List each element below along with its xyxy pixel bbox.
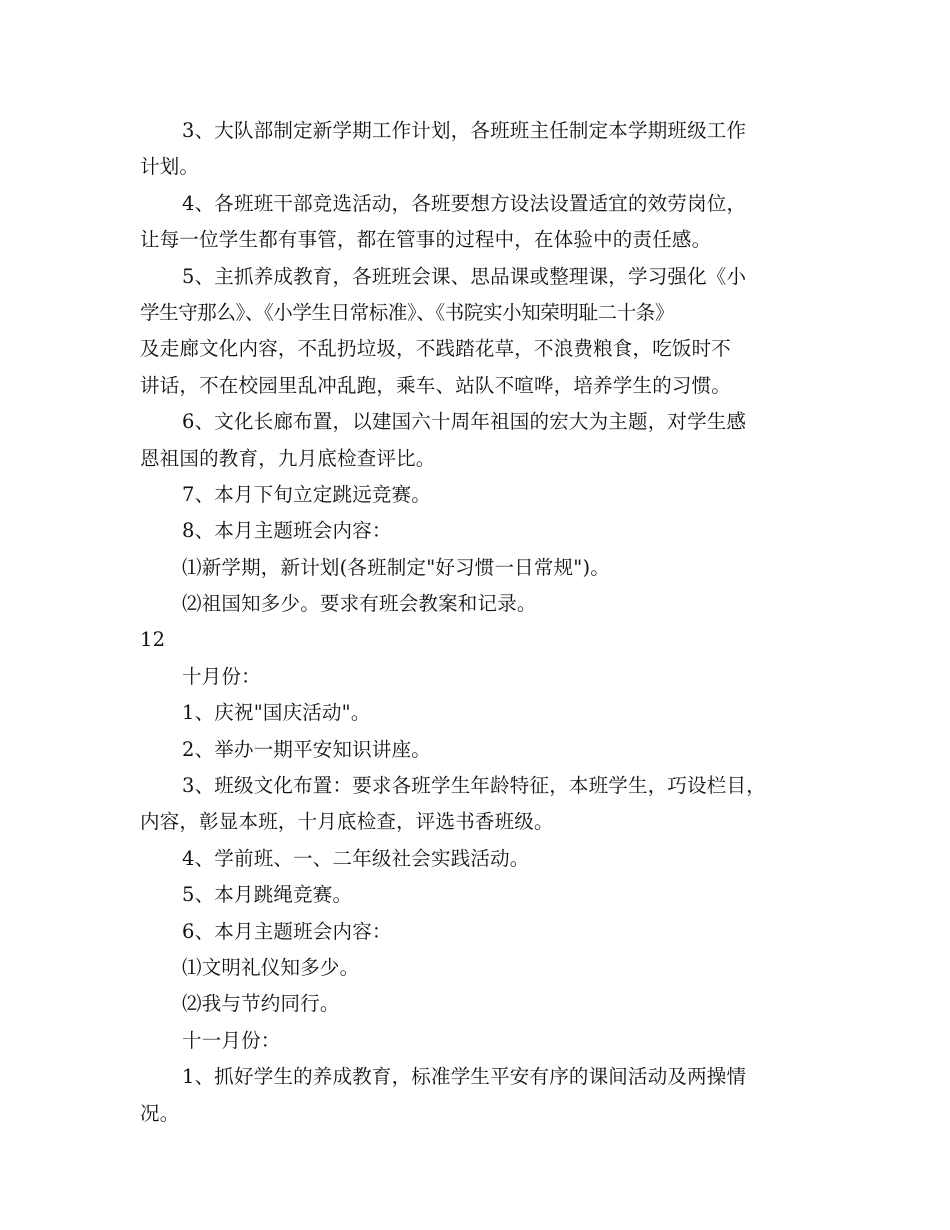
text-line: 3、班级文化布置：要求各班学生年龄特征，本班学生，巧设栏目， [182, 774, 766, 798]
text-line: ⑴新学期，新计划(各班制定"好习惯一日常规")。 [182, 555, 610, 579]
text-line: 6、本月主题班会内容： [182, 919, 392, 943]
text-line: 恩祖国的教育，九月底检查评比。 [140, 446, 436, 470]
section-heading: 十月份： [182, 664, 261, 688]
text-line: ⑴文明礼仪知多少。 [182, 955, 360, 979]
text-line: 2、举办一期平安知识讲座。 [182, 737, 432, 761]
text-line: 况。 [140, 1101, 180, 1125]
text-line: 计划。 [140, 155, 200, 179]
text-line: ⑵我与节约同行。 [182, 992, 340, 1016]
text-line: 3、大队部制定新学期工作计划，各班班主任制定本学期班级工作 [182, 119, 747, 142]
text-line: ⑵祖国知多少。要求有班会教案和记录。 [182, 592, 537, 616]
document-body [140, 113, 820, 1132]
text-line: 学生守那么》、《小学生日常标准》、《书院实小知荣明耻二十条》 [140, 300, 675, 324]
text-line: 5、本月跳绳竞赛。 [182, 883, 353, 907]
text-line: 内容，彰显本班，十月底检查，评选书香班级。 [140, 810, 554, 834]
text-line: 5、主抓养成教育，各班班会课、思品课或整理课，学习强化《小 [182, 264, 747, 288]
section-heading: 十一月份： [182, 1028, 281, 1052]
text-line: 6、文化长廊布置，以建国六十周年祖国的宏大为主题，对学生感 [182, 410, 747, 434]
text-line: 1、庆祝"国庆活动"。 [182, 701, 371, 725]
text-line: 让每一位学生都有事管，都在管事的过程中，在体验中的责任感。 [140, 228, 712, 252]
text-line: 1、抓好学生的养成教育，标准学生平安有序的课间活动及两操情 [182, 1065, 747, 1089]
text-line: 4、学前班、一、二年级社会实践活动。 [182, 846, 530, 870]
text-line: 4、各班班干部竞选活动，各班要想方设法设置适宜的效劳岗位， [182, 191, 747, 215]
page-number: 12 [140, 628, 166, 652]
text-line: 及走廊文化内容，不乱扔垃圾，不践踏花草，不浪费粮食，吃饭时不 [140, 337, 732, 361]
text-line: 7、本月下旬立定跳远竞赛。 [182, 482, 432, 506]
text-line: 讲话，不在校园里乱冲乱跑，乘车、站队不喧哗，培养学生的习惯。 [140, 373, 732, 397]
text-line: 8、本月主题班会内容： [182, 519, 392, 543]
